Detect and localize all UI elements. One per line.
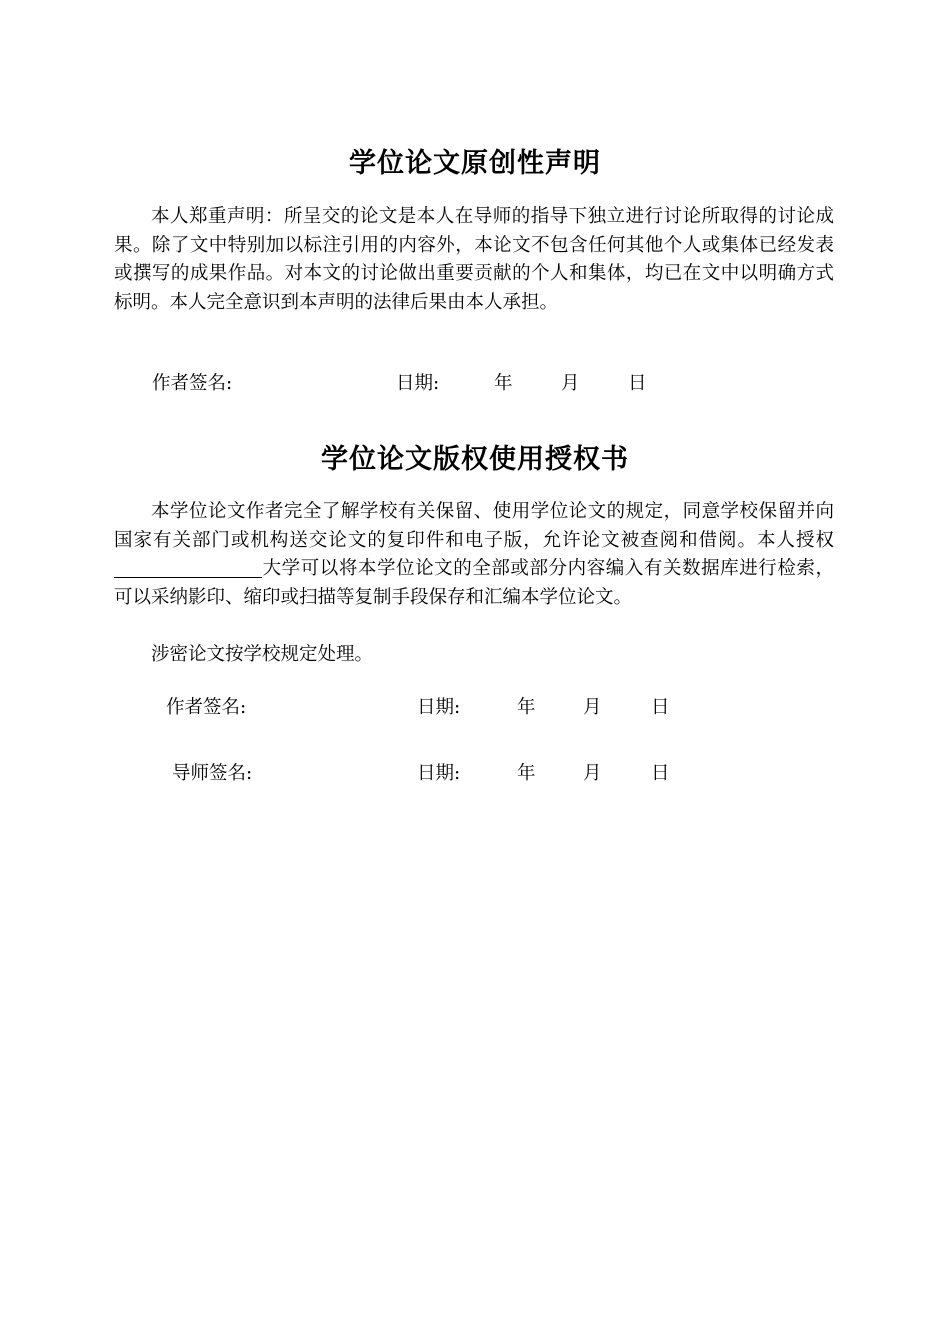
university-name-blank[interactable] xyxy=(114,557,262,578)
authorization-body-part1: 本学位论文作者完全了解学校有关保留、使用学位论文的规定，同意学校保留并向国家有关部门或机构送交论文的复印件和电子版，允许论文被查阅和借阅。本人授权 xyxy=(114,501,834,551)
month-label: 月 xyxy=(583,763,602,784)
advisor-signature-label: 导师签名: xyxy=(172,763,253,784)
authorization-body xyxy=(114,498,834,612)
authorization-body-part2: 大学可以将本学位论文的全部或部分内容编入有关数据库进行检索，可以采纳影印、缩印或扫描等复制手段保存和汇编本学位论文。 xyxy=(114,558,834,608)
day-label: 日 xyxy=(651,697,670,718)
month-label: 月 xyxy=(561,373,580,394)
declaration-title: 学位论文原创性声明 xyxy=(349,148,601,179)
date-label: 日期: xyxy=(396,373,440,394)
day-label: 日 xyxy=(651,763,670,784)
authorization-title: 学位论文版权使用授权书 xyxy=(321,444,629,475)
declaration-body: 本人郑重声明：所呈交的论文是本人在导师的指导下独立进行讨论所取得的讨论成果。除了文中特别加以标注引用的内容外，本论文不包含任何其他个人或集体已经发表或撰写的成果作品。对本文的讨论做出重要贡献的个人和集体，均已在文中以明确方式标明。本人完全意识到本声明的法律后果由本人承担。 xyxy=(114,206,834,313)
month-label: 月 xyxy=(583,697,602,718)
date-label: 日期: xyxy=(417,763,461,784)
author-signature-label: 作者签名: xyxy=(152,373,233,394)
day-label: 日 xyxy=(628,373,647,394)
year-label: 年 xyxy=(494,373,513,394)
confidential-note: 涉密论文按学校规定处理。 xyxy=(151,644,374,665)
year-label: 年 xyxy=(517,763,536,784)
year-label: 年 xyxy=(517,697,536,718)
date-label: 日期: xyxy=(417,697,461,718)
author-signature-label: 作者签名: xyxy=(166,697,247,718)
